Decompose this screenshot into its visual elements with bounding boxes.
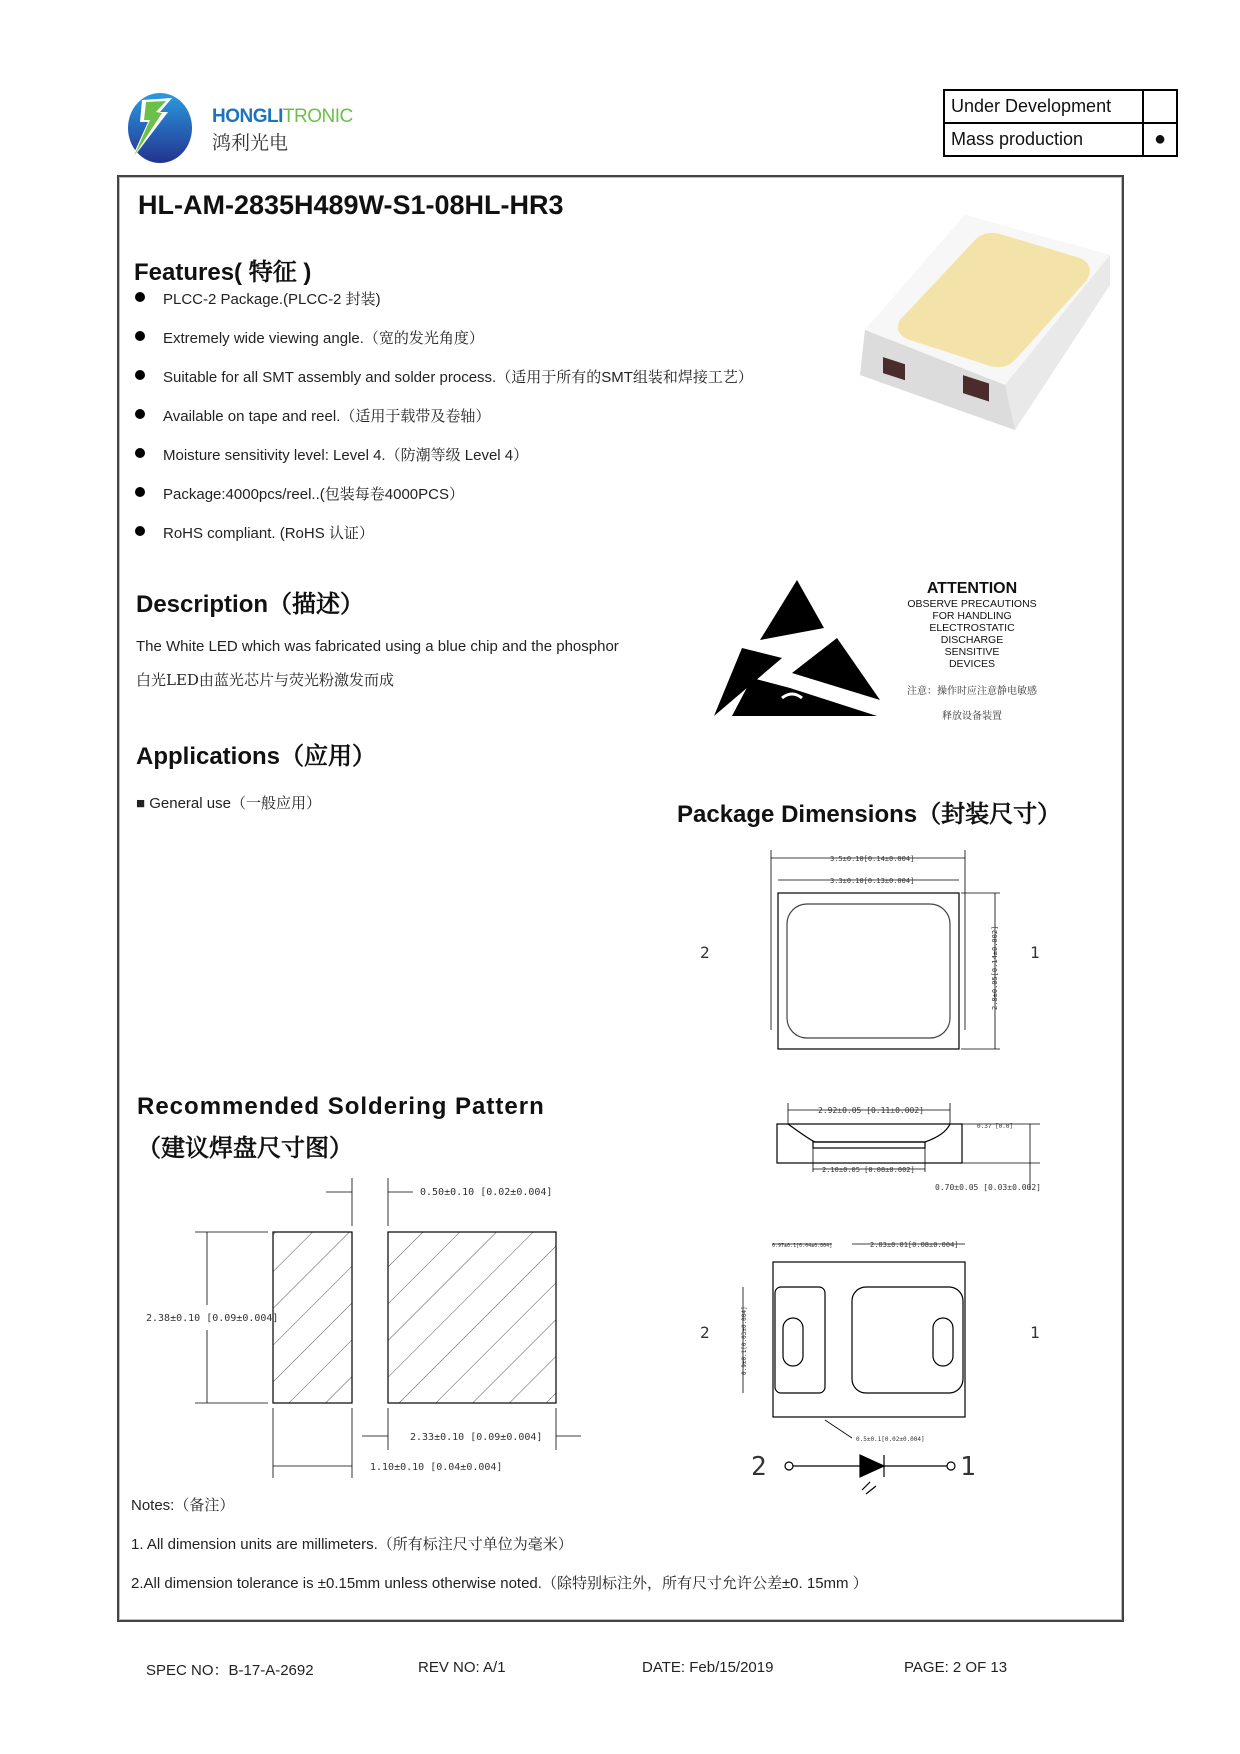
dim-bottom-pad-height: 0.9±0.1[0.03±0.004] (741, 1306, 748, 1375)
pin-label-2: 2 (700, 943, 710, 962)
description-heading: Description（描述） (136, 591, 365, 618)
esd-line: OBSERVE PRECAUTIONS (907, 598, 1037, 610)
dim-top-width-inner: 3.3±0.10[0.13±0.004] (830, 877, 915, 885)
diode-anode-label: 2 (751, 1452, 767, 1482)
footer-rev-no: REV NO: A/1 (418, 1659, 506, 1676)
description-text-en: The White LED which was fabricated using a blue chip and the phosphor (136, 638, 619, 655)
feature-item: Extremely wide viewing angle.（宽的发光角度） (163, 330, 484, 347)
soldering-heading-cn: （建议焊盘尺寸图） (137, 1135, 353, 1162)
soldering-heading: Recommended Soldering Pattern (137, 1093, 545, 1120)
pin-label-1: 1 (1030, 1323, 1040, 1342)
note-item: 1. All dimension units are millimeters.（所有标注尺寸单位为毫米） (131, 1536, 573, 1553)
diode-symbol (785, 1455, 955, 1494)
esd-cn-line: 释放设备装置 (942, 711, 1002, 722)
status-check: ● (1143, 123, 1177, 156)
dim-side-top-width: 2.92±0.05 [0.11±0.002] (818, 1106, 924, 1115)
dim-side-bottom-width: 2.10±0.05 [0.08±0.002] (822, 1166, 915, 1174)
footer-spec-no: SPEC NO：B-17-A-2692 (146, 1662, 314, 1679)
esd-line: ELECTROSTATIC (929, 622, 1015, 634)
dim-pad-height: 2.38±0.10 [0.09±0.004] (146, 1313, 279, 1324)
application-item: ■ General use（一般应用） (136, 795, 321, 812)
description-text-cn: 白光LED由蓝光芯片与荧光粉激发而成 (136, 671, 394, 689)
feature-item: Suitable for all SMT assembly and solder process.（适用于所有的SMT组装和焊接工艺） (163, 369, 753, 386)
logo-cn: 鸿利光电 (212, 133, 289, 154)
feature-item: RoHS compliant. (RoHS 认证） (163, 525, 374, 542)
esd-cn-line: 注意：操作时应注意静电敏感 (907, 686, 1037, 697)
status-label: Under Development (944, 90, 1143, 123)
esd-title: ATTENTION (926, 580, 1018, 597)
feature-item: PLCC-2 Package.(PLCC-2 封装) (163, 291, 381, 308)
bottom-view-drawing (743, 1244, 965, 1438)
dim-top-height: 2.8±0.05[0.14±0.002] (991, 925, 999, 1010)
pin-label-2: 2 (700, 1323, 710, 1342)
dim-side-thickness: 0.70±0.05 [0.03±0.002] (935, 1183, 1041, 1192)
logo-brand-bold: HONGLI (212, 106, 283, 127)
applications-heading: Applications（应用） (136, 743, 377, 770)
side-view-drawing (777, 1103, 1040, 1190)
footer-page: PAGE: 2 OF 13 (904, 1659, 1008, 1676)
dim-bottom-pad-small: 0.97±0.1[0.04±0.004] (772, 1243, 833, 1249)
status-label: Mass production (944, 123, 1143, 156)
feature-item: Moisture sensitivity level: Level 4.（防潮等级 Level 4） (163, 447, 529, 464)
logo-brand-light: TRONIC (282, 106, 353, 127)
page-title: HL-AM-2835H489W-S1-08HL-HR3 (138, 190, 564, 220)
dim-bottom-gap: 0.5±0.1[0.02±0.004] (856, 1436, 925, 1443)
dim-side-lens: 0.37 [0.0] (977, 1123, 1014, 1130)
feature-item: Package:4000pcs/reel..(包装每卷4000PCS） (163, 486, 464, 503)
features-heading: Features( 特征 ) (134, 259, 312, 286)
diode-cathode-label: 1 (960, 1452, 976, 1482)
pin-label-1: 1 (1030, 943, 1040, 962)
dim-pad-large-width: 2.33±0.10 [0.09±0.004] (410, 1432, 543, 1443)
dim-pad-gap: 0.50±0.10 [0.02±0.004] (420, 1187, 553, 1198)
feature-item: Available on tape and reel.（适用于载带及卷轴） (163, 408, 491, 425)
notes-heading: Notes:（备注） (131, 1497, 235, 1514)
dim-top-width-outer: 3.5±0.10[0.14±0.004] (830, 855, 915, 863)
esd-line: DEVICES (948, 658, 996, 670)
esd-line: FOR HANDLING (932, 610, 1012, 622)
dim-pad-small-width: 1.10±0.10 [0.04±0.004] (370, 1462, 503, 1473)
note-item: 2.All dimension tolerance is ±0.15mm unless otherwise noted.（除特别标注外，所有尺寸允许公差±0. 15mm ） (131, 1575, 868, 1592)
package-dimensions-heading: Package Dimensions（封装尺寸） (677, 801, 1062, 828)
dim-bottom-pad-large: 2.03±0.01[0.08±0.004] (870, 1241, 959, 1249)
esd-line: DISCHARGE (940, 634, 1004, 646)
footer-date: DATE: Feb/15/2019 (642, 1659, 774, 1676)
esd-line: SENSITIVE (944, 646, 1000, 658)
